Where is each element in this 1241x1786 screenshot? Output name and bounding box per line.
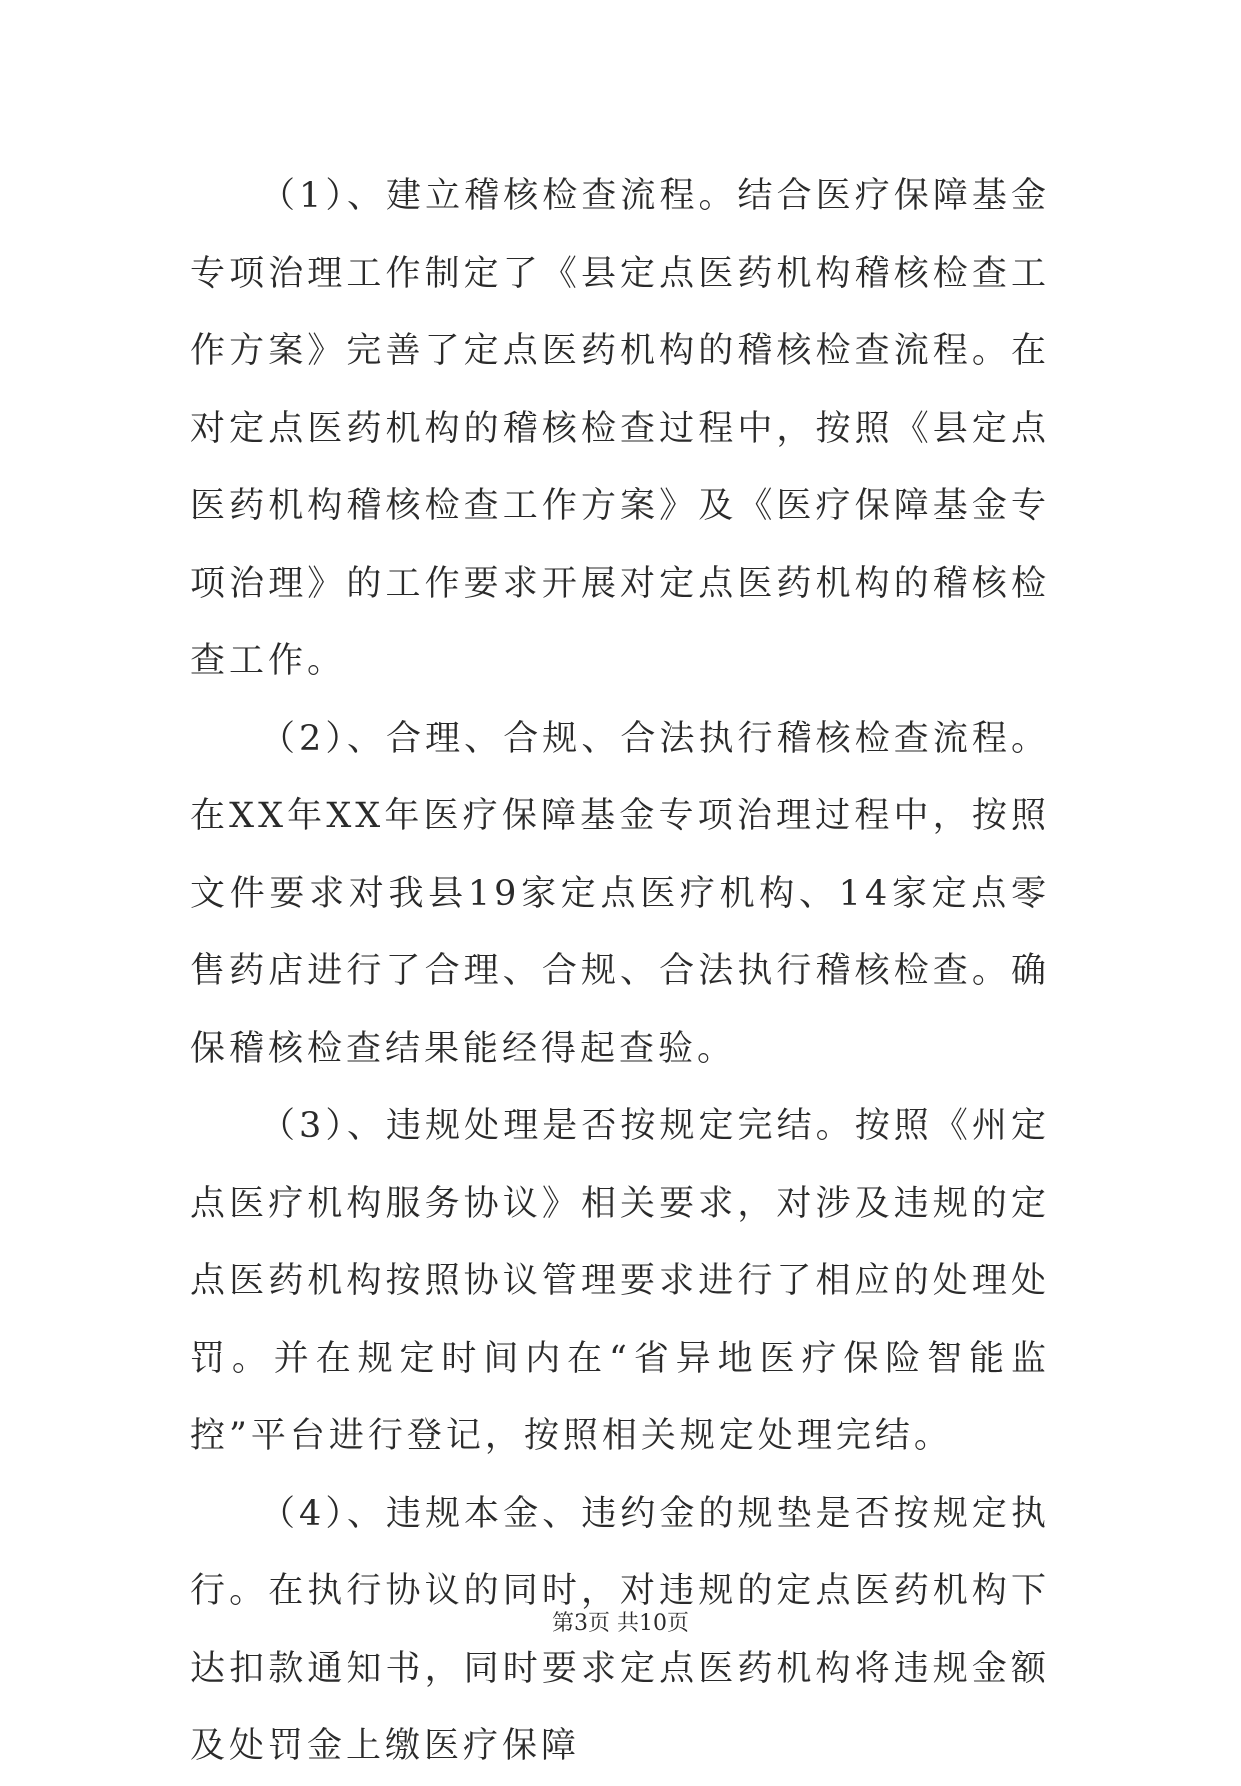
document-body (190, 158, 1050, 1786)
paragraph-1: （1）、建立稽核检查流程。结合医疗保障基金专项治理工作制定了《县定点医药机构稽核检查工作方案》完善了定点医药机构的稽核检查流程。在对定点医药机构的稽核检查过程中，按照《县定点医药机构稽核检查工作方案》及《医疗保障基金专项治理》的工作要求开展对定点医药机构的稽核检查工作。 (190, 176, 1050, 681)
page-footer: 第3页 共10页 (552, 1611, 689, 1636)
paragraph-3: （3）、违规处理是否按规定完结。按照《州定点医疗机构服务协议》相关要求，对涉及违规的定点医药机构按照协议管理要求进行了相应的处理处罚。并在规定时间内在“省异地医疗保险智能监控”平台进行登记，按照相关规定处理完结。 (190, 1106, 1050, 1456)
paragraph-4: （4）、违规本金、违约金的规垫是否按规定执行。在执行协议的同时，对违规的定点医药机构下达扣款通知书，同时要求定点医药机构将违规金额及处罚金上缴医疗保障 (190, 1493, 1050, 1766)
paragraph-2: （2）、合理、合规、合法执行稽核检查流程。在XX年XX年医疗保障基金专项治理过程中，按照文件要求对我县19家定点医疗机构、14家定点零售药店进行了合理、合规、合法执行稽核检查。确保稽核检查结果能经得起查验。 (190, 718, 1050, 1069)
